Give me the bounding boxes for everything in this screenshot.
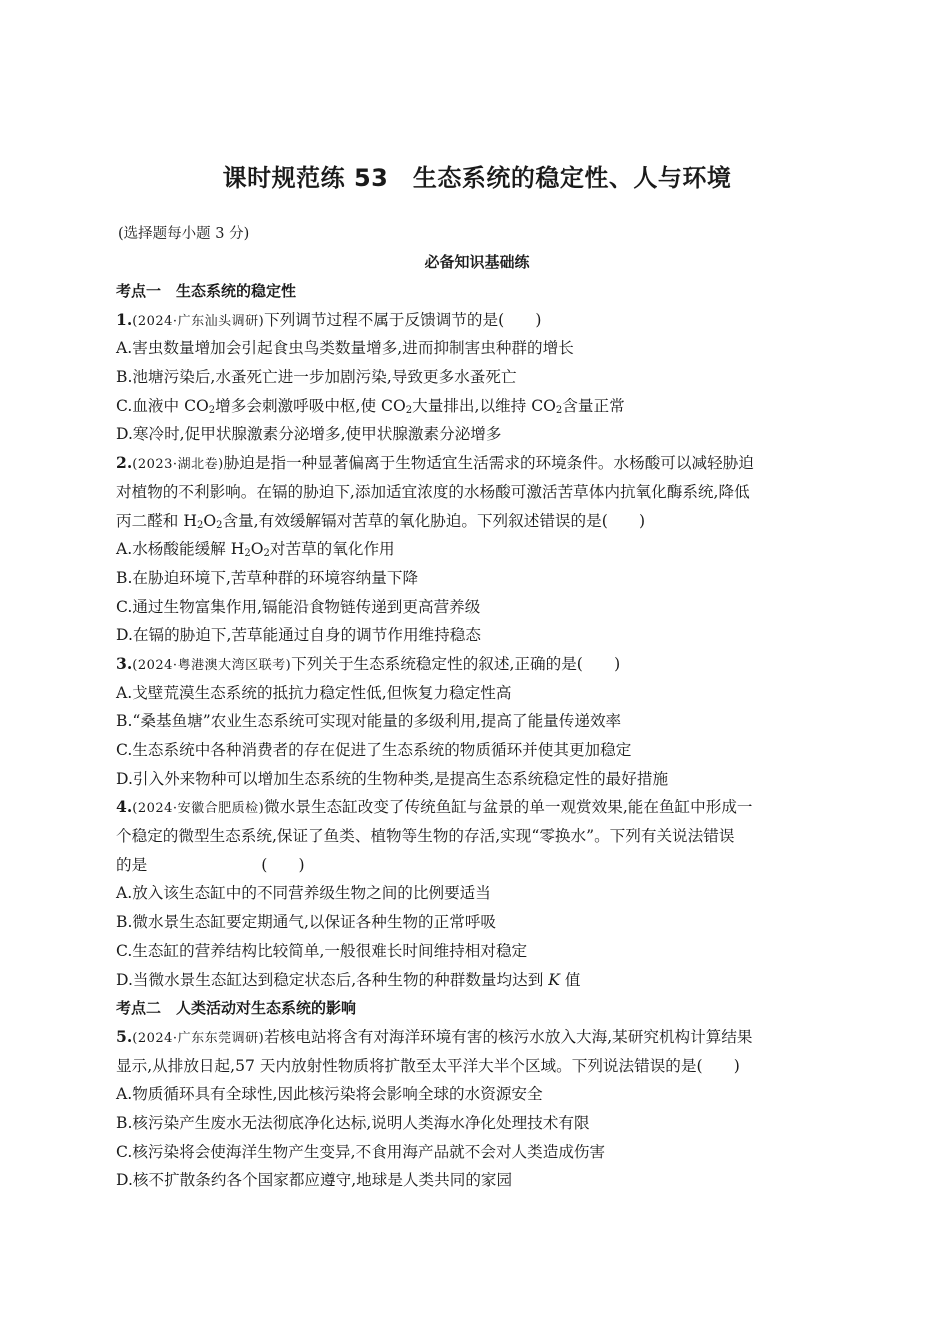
- question-number: 4.: [116, 797, 133, 817]
- subscript: 2: [263, 548, 270, 560]
- question-1-stem: [116, 306, 838, 335]
- question-text: 下列调节过程不属于反馈调节的是( ): [264, 310, 542, 329]
- question-source: (2024·安徽合肥质检): [132, 801, 265, 817]
- question-text: 胁迫是指一种显著偏离于生物适宜生活需求的环境条件。水杨酸可以减轻胁迫: [223, 454, 754, 473]
- question-2-option-b: B.在胁迫环境下,苦草种群的环境容纳量下降: [116, 568, 419, 587]
- question-5-option-a: A.物质循环具有全球性,因此核污染将会影响全球的水资源安全: [116, 1085, 543, 1104]
- subscript: 2: [208, 404, 216, 416]
- question-source: (2024·广东东莞调研): [132, 1030, 265, 1046]
- question-4-option-b: B.微水景生态缸要定期通气,以保证各种生物的正常呼吸: [116, 913, 497, 932]
- subscript: 2: [555, 404, 563, 416]
- question-1-option-a: A.害虫数量增加会引起食虫鸟类数量增多,进而抑制害虫种群的增长: [116, 339, 574, 358]
- question-text: 下列关于生态系统稳定性的叙述,正确的是( ): [291, 654, 621, 673]
- subscript: 2: [405, 404, 413, 416]
- subscript: 2: [244, 548, 251, 560]
- option-text: C.血液中 CO: [116, 396, 209, 415]
- option-text: A.水杨酸能缓解 H: [116, 540, 245, 559]
- page-title: 课时规范练 53 生态系统的稳定性、人与环境: [222, 164, 732, 192]
- option-text: 大量排出,以维持 CO: [412, 396, 556, 415]
- question-5-stem-line-2: 显示,从排放日起,57 天内放射性物质将扩散至太平洋大半个区域。下列说法错误的是( ): [116, 1056, 740, 1075]
- question-1-option-d: D.寒冷时,促甲状腺激素分泌增多,使甲状腺激素分泌增多: [116, 425, 502, 444]
- option-text: 对苦草的氧化作用: [269, 540, 395, 559]
- question-5-option-d: D.核不扩散条约各个国家都应遵守,地球是人类共同的家园: [116, 1171, 513, 1190]
- question-text: 含量,有效缓解镉对苦草的氧化胁迫。下列叙述错误的是( ): [222, 511, 646, 530]
- question-4-option-d: [116, 966, 838, 995]
- question-3-option-c: C.生态系统中各种消费者的存在促进了生态系统的物质循环并使其更加稳定: [116, 741, 632, 759]
- topic-heading-2: 考点二 人类活动对生态系统的影响: [116, 999, 357, 1018]
- question-4-option-c: C.生态缸的营养结构比较简单,一般很难长时间维持相对稳定: [116, 941, 528, 960]
- question-number: 5.: [116, 1026, 133, 1046]
- question-text: 的是: [116, 855, 148, 874]
- score-note: (选择题每小题 3 分): [118, 226, 250, 242]
- topic-heading-1: 考点一 生态系统的稳定性: [116, 282, 297, 300]
- question-2-stem: [116, 449, 838, 478]
- question-text: 微水景生态缸改变了传统鱼缸与盆景的单一观赏效果,能在鱼缸中形成一: [264, 798, 753, 817]
- subscript: 2: [216, 519, 223, 531]
- question-4-stem: [116, 793, 838, 822]
- question-list: [116, 277, 838, 1195]
- answer-bracket: ( ): [261, 855, 305, 874]
- section-heading: 必备知识基础练: [424, 253, 530, 271]
- question-3-option-b: B.“桑基鱼塘”农业生态系统可实现对能量的多级利用,提高了能量传递效率: [116, 712, 622, 731]
- question-5-option-c: C.核污染将会使海洋生物产生变异,不食用海产品就不会对人类造成伤害: [116, 1142, 606, 1161]
- option-text: 增多会刺激呼吸中枢,使 CO: [215, 396, 406, 415]
- question-2-option-d: D.在镉的胁迫下,苦草能通过自身的调节作用维持稳态: [116, 626, 481, 645]
- question-5-stem: [116, 1023, 838, 1052]
- question-2-stem-line-2: 对植物的不利影响。在镉的胁迫下,添加适宜浓度的水杨酸可激活苦草体内抗氧化酶系统,降低: [116, 482, 750, 501]
- question-3-option-a: A.戈壁荒漠生态系统的抵抗力稳定性低,但恢复力稳定性高: [116, 683, 512, 702]
- variable-k: K: [548, 970, 560, 989]
- subscript: 2: [196, 519, 204, 531]
- question-text: 若核电站将含有对海洋环境有害的核污水放入大海,某研究机构计算结果: [264, 1027, 753, 1046]
- question-number: 1.: [116, 309, 133, 329]
- question-1-option-b: B.池塘污染后,水蚤死亡进一步加剧污染,导致更多水蚤死亡: [116, 368, 517, 387]
- question-1-option-c: [116, 392, 838, 421]
- question-5-option-b: B.核污染产生废水无法彻底净化达标,说明人类海水净化处理技术有限: [116, 1113, 590, 1132]
- question-4-stem-line-2: 个稳定的微型生态系统,保证了鱼类、植物等生物的存活,实现“零换水”。下列有关说法错误: [116, 827, 735, 846]
- question-2-option-a: [116, 535, 838, 564]
- question-number: 2.: [116, 453, 133, 473]
- option-text: D.当微水景生态缸达到稳定状态后,各种生物的种群数量均达到: [116, 970, 549, 989]
- option-text: O: [250, 540, 264, 559]
- question-source: (2024·广东汕头调研): [132, 313, 265, 329]
- question-3-stem: [116, 650, 838, 679]
- question-2-option-c: C.通过生物富集作用,镉能沿食物链传递到更高营养级: [116, 597, 481, 616]
- question-text: O: [203, 511, 217, 530]
- question-4-option-a: A.放入该生态缸中的不同营养级生物之间的比例要适当: [116, 884, 491, 903]
- question-3-option-d: D.引入外来物种可以增加生态系统的生物种类,是提高生态系统稳定性的最好措施: [116, 769, 669, 788]
- option-text: 值: [559, 970, 581, 989]
- question-source: (2024·粤港澳大湾区联考): [132, 657, 292, 673]
- question-2-stem-line-3: [116, 507, 838, 536]
- question-source: (2023·湖北卷): [132, 457, 224, 473]
- option-text: 含量正常: [562, 396, 625, 415]
- question-4-stem-line-3: [116, 851, 838, 880]
- question-text: 丙二醛和 H: [116, 511, 197, 530]
- question-number: 3.: [116, 653, 133, 673]
